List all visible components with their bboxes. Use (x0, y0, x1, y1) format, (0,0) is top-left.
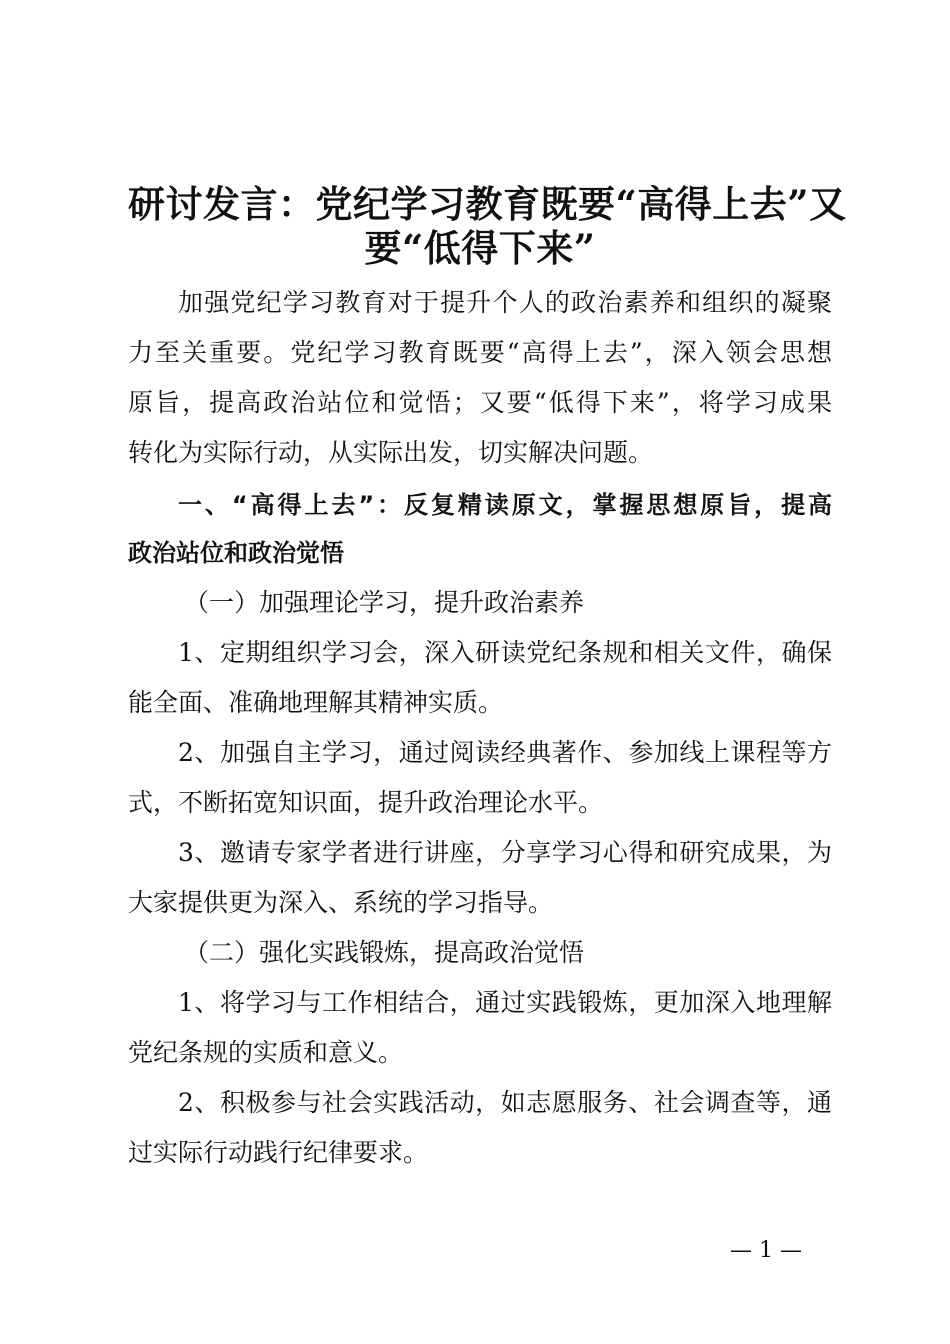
intro-paragraph-line-4: 转化为实际行动，从实际出发，切实解决问题。 (128, 438, 654, 467)
sub1-item-3-line-1: 3、邀请专家学者进行讲座，分享学习心得和研究成果，为 (178, 838, 832, 867)
sub2-item-1-line-1: 1、将学习与工作相结合，通过实践锻炼，更加深入地理解 (178, 988, 832, 1017)
sub2-item-2-line-2: 过实际行动践行纪律要求。 (128, 1138, 429, 1167)
sub2-item-1-line-2: 党纪条规的实质和意义。 (128, 1038, 404, 1067)
sub1-item-3-line-2: 大家提供更为深入、系统的学习指导。 (128, 888, 554, 917)
sub2-item-2-line-1: 2、积极参与社会实践活动，如志愿服务、社会调查等，通 (178, 1088, 832, 1117)
document-title-line-2: 要“低得下来” (364, 226, 596, 270)
section-1-heading-line-1: 一、“高得上去”：反复精读原文，掌握思想原旨，提高 (178, 491, 832, 519)
intro-paragraph-line-3: 原旨，提高政治站位和觉悟；又要“低得下来”，将学习成果 (128, 388, 832, 417)
sub1-item-2-line-2: 式，不断拓宽知识面，提升政治理论水平。 (128, 788, 604, 817)
intro-paragraph-line-2: 力至关重要。党纪学习教育既要“高得上去”，深入领会思想 (128, 338, 832, 367)
subsection-2-heading: （二）强化实践锻炼，提高政治觉悟 (184, 938, 585, 967)
sub1-item-1-line-2: 能全面、准确地理解其精神实质。 (128, 688, 504, 717)
intro-paragraph-line-1: 加强党纪学习教育对于提升个人的政治素养和组织的凝聚 (178, 288, 832, 317)
sub1-item-2-line-1: 2、加强自主学习，通过阅读经典著作、参加线上课程等方 (178, 738, 832, 767)
page-number: — 1 — (730, 1238, 802, 1263)
section-1-heading-line-2: 政治站位和政治觉悟 (128, 539, 344, 567)
document-title-line-1: 研讨发言：党纪学习教育既要“高得上去”又 (128, 182, 847, 226)
subsection-1-heading: （一）加强理论学习，提升政治素养 (184, 588, 585, 617)
sub1-item-1-line-1: 1、定期组织学习会，深入研读党纪条规和相关文件，确保 (178, 638, 832, 667)
